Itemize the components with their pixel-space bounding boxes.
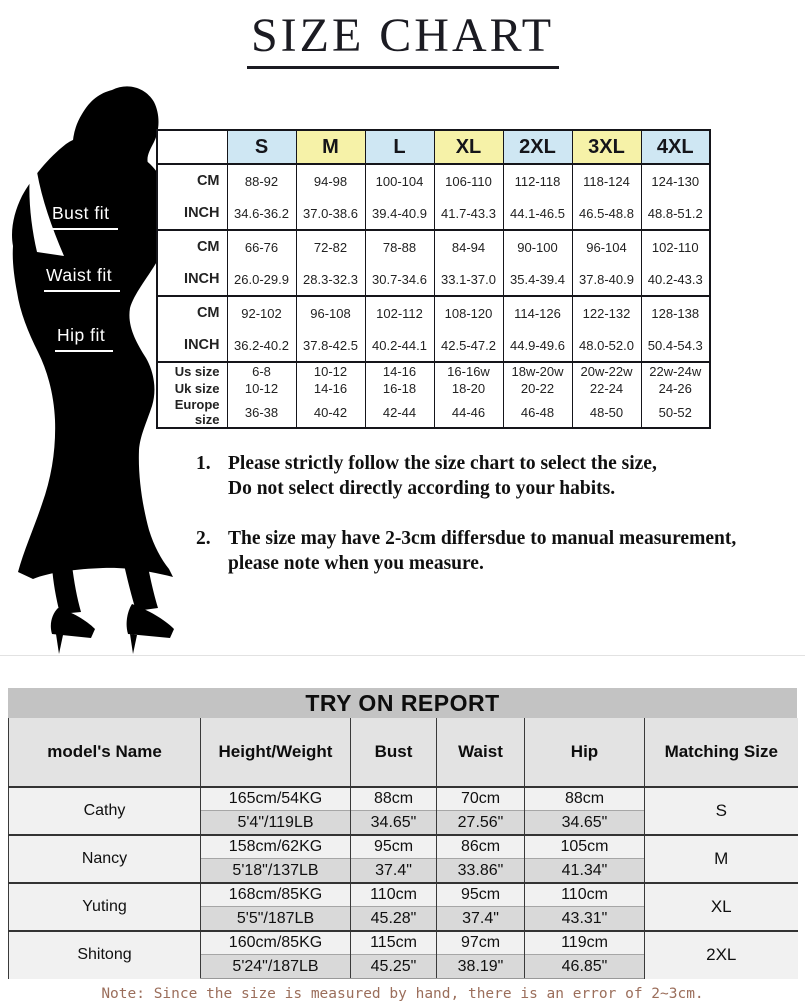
try-on-column-header: model's Name <box>9 718 201 787</box>
size-chart-row <box>157 164 710 197</box>
size-value-cell: 118-124 <box>572 164 641 197</box>
title-underline <box>247 66 559 69</box>
size-column-header: XL <box>434 130 503 164</box>
size-value-cell: 10-12 <box>227 380 296 397</box>
size-value-cell: 94-98 <box>296 164 365 197</box>
size-value-cell: 102-110 <box>641 230 710 263</box>
metric-value-cell: 88cm <box>525 787 645 811</box>
imperial-value-cell: 34.65" <box>525 811 645 836</box>
size-chart-table <box>156 129 711 429</box>
note-item <box>196 452 796 502</box>
size-value-cell: 96-108 <box>296 296 365 329</box>
size-value-cell: 20-22 <box>503 380 572 397</box>
size-value-cell: 46-48 <box>503 397 572 428</box>
size-chart-row <box>157 362 710 380</box>
imperial-value-cell: 43.31" <box>525 907 645 932</box>
size-value-cell: 102-112 <box>365 296 434 329</box>
model-name-cell: Yuting <box>9 883 201 931</box>
size-value-cell: 44-46 <box>434 397 503 428</box>
size-column-header: M <box>296 130 365 164</box>
imperial-value-cell: 5'4"/119LB <box>201 811 351 836</box>
imperial-value-cell: 38.19" <box>437 955 525 979</box>
row-label-cell: CM <box>157 164 227 197</box>
size-value-cell: 40.2-43.3 <box>641 263 710 296</box>
size-value-cell: 35.4-39.4 <box>503 263 572 296</box>
metric-value-cell: 97cm <box>437 931 525 955</box>
size-value-cell: 44.1-46.5 <box>503 197 572 230</box>
size-chart-row <box>157 230 710 263</box>
section-divider <box>0 655 805 656</box>
size-chart-corner-cell <box>157 130 227 164</box>
size-value-cell: 16-16w <box>434 362 503 380</box>
imperial-value-cell: 37.4" <box>437 907 525 932</box>
size-value-cell: 20w-22w <box>572 362 641 380</box>
try-on-column-header: Matching Size <box>645 718 798 787</box>
note-line: please note when you measure. <box>228 552 484 574</box>
size-column-header: S <box>227 130 296 164</box>
size-value-cell: 50.4-54.3 <box>641 329 710 362</box>
size-value-cell: 37.8-40.9 <box>572 263 641 296</box>
row-label-cell: INCH <box>157 263 227 296</box>
metric-value-cell: 119cm <box>525 931 645 955</box>
hip-fit-label: Hip fit <box>55 325 113 352</box>
size-value-cell: 30.7-34.6 <box>365 263 434 296</box>
page-title: SIZE CHART <box>250 9 555 62</box>
size-value-cell: 46.5-48.8 <box>572 197 641 230</box>
size-value-cell: 6-8 <box>227 362 296 380</box>
imperial-value-cell: 45.28" <box>351 907 437 932</box>
model-row-metric <box>9 931 798 955</box>
size-value-cell: 106-110 <box>434 164 503 197</box>
waist-fit-label: Waist fit <box>44 265 120 292</box>
size-chart-row <box>157 329 710 362</box>
size-value-cell: 42-44 <box>365 397 434 428</box>
size-value-cell: 37.0-38.6 <box>296 197 365 230</box>
size-value-cell: 36.2-40.2 <box>227 329 296 362</box>
note-number: 2. <box>196 527 211 549</box>
size-chart-row <box>157 380 710 397</box>
size-value-cell: 24-26 <box>641 380 710 397</box>
size-value-cell: 92-102 <box>227 296 296 329</box>
size-value-cell: 50-52 <box>641 397 710 428</box>
size-value-cell: 112-118 <box>503 164 572 197</box>
size-value-cell: 124-130 <box>641 164 710 197</box>
imperial-value-cell: 5'5"/187LB <box>201 907 351 932</box>
try-on-column-header: Waist <box>437 718 525 787</box>
size-value-cell: 42.5-47.2 <box>434 329 503 362</box>
size-value-cell: 78-88 <box>365 230 434 263</box>
size-value-cell: 108-120 <box>434 296 503 329</box>
size-value-cell: 72-82 <box>296 230 365 263</box>
note-number: 1. <box>196 453 211 474</box>
size-value-cell: 122-132 <box>572 296 641 329</box>
notes-list <box>196 452 796 602</box>
try-on-column-header: Bust <box>351 718 437 787</box>
imperial-value-cell: 46.85" <box>525 955 645 979</box>
size-value-cell: 128-138 <box>641 296 710 329</box>
note-line: Do not select directly according to your habits. <box>228 477 616 499</box>
metric-value-cell: 110cm <box>351 883 437 907</box>
metric-value-cell: 105cm <box>525 835 645 859</box>
note-line: The size may have 2-3cm differsdue to manual measurement, <box>228 527 737 549</box>
size-value-cell: 39.4-40.9 <box>365 197 434 230</box>
imperial-value-cell: 5'24"/187LB <box>201 955 351 979</box>
imperial-value-cell: 27.56" <box>437 811 525 836</box>
size-value-cell: 44.9-49.6 <box>503 329 572 362</box>
size-value-cell: 33.1-37.0 <box>434 263 503 296</box>
metric-value-cell: 115cm <box>351 931 437 955</box>
size-value-cell: 14-16 <box>365 362 434 380</box>
note-line: Please strictly follow the size chart to select the size, <box>228 453 657 474</box>
note-item <box>196 527 796 577</box>
size-value-cell: 48-50 <box>572 397 641 428</box>
metric-value-cell: 70cm <box>437 787 525 811</box>
matching-size-cell: M <box>645 835 798 883</box>
try-on-report-body <box>9 787 798 979</box>
size-column-header: L <box>365 130 434 164</box>
size-value-cell: 26.0-29.9 <box>227 263 296 296</box>
model-row-metric <box>9 835 798 859</box>
try-on-report-section <box>8 688 797 1002</box>
size-value-cell: 41.7-43.3 <box>434 197 503 230</box>
size-value-cell: 88-92 <box>227 164 296 197</box>
imperial-value-cell: 41.34" <box>525 859 645 884</box>
size-value-cell: 48.8-51.2 <box>641 197 710 230</box>
try-on-report-table <box>8 718 798 979</box>
title-block <box>0 10 805 69</box>
size-chart-row <box>157 296 710 329</box>
metric-value-cell: 95cm <box>437 883 525 907</box>
row-label-cell: INCH <box>157 329 227 362</box>
size-value-cell: 100-104 <box>365 164 434 197</box>
try-on-column-header: Height/Weight <box>201 718 351 787</box>
matching-size-cell: XL <box>645 883 798 931</box>
size-value-cell: 66-76 <box>227 230 296 263</box>
model-name-cell: Nancy <box>9 835 201 883</box>
size-chart-row <box>157 397 710 428</box>
metric-value-cell: 168cm/85KG <box>201 883 351 907</box>
row-label-cell: CM <box>157 230 227 263</box>
matching-size-cell: 2XL <box>645 931 798 979</box>
try-on-column-header: Hip <box>525 718 645 787</box>
size-chart-header <box>157 130 710 164</box>
metric-value-cell: 165cm/54KG <box>201 787 351 811</box>
try-on-report-title: TRY ON REPORT <box>8 688 797 718</box>
try-on-report-header <box>9 718 798 787</box>
model-name-cell: Cathy <box>9 787 201 835</box>
size-value-cell: 84-94 <box>434 230 503 263</box>
size-value-cell: 40.2-44.1 <box>365 329 434 362</box>
size-value-cell: 10-12 <box>296 362 365 380</box>
imperial-value-cell: 34.65" <box>351 811 437 836</box>
size-value-cell: 40-42 <box>296 397 365 428</box>
bust-fit-label: Bust fit <box>50 203 118 230</box>
measurement-error-note: Note: Since the size is measured by hand, there is an error of 2~3cm. <box>101 986 704 1002</box>
size-value-cell: 22-24 <box>572 380 641 397</box>
size-chart-header-row <box>157 130 710 164</box>
size-value-cell: 37.8-42.5 <box>296 329 365 362</box>
try-on-header-row <box>9 718 798 787</box>
row-label-cell: INCH <box>157 197 227 230</box>
size-column-header: 2XL <box>503 130 572 164</box>
size-value-cell: 28.3-32.3 <box>296 263 365 296</box>
size-value-cell: 48.0-52.0 <box>572 329 641 362</box>
size-value-cell: 18-20 <box>434 380 503 397</box>
size-value-cell: 36-38 <box>227 397 296 428</box>
row-label-cell: CM <box>157 296 227 329</box>
size-chart-row <box>157 263 710 296</box>
size-chart-body <box>157 164 710 428</box>
imperial-value-cell: 37.4" <box>351 859 437 884</box>
size-value-cell: 18w-20w <box>503 362 572 380</box>
size-value-cell: 90-100 <box>503 230 572 263</box>
imperial-value-cell: 5'18"/137LB <box>201 859 351 884</box>
row-label-cell: Europe size <box>157 397 227 428</box>
model-row-metric <box>9 787 798 811</box>
size-column-header: 3XL <box>572 130 641 164</box>
metric-value-cell: 158cm/62KG <box>201 835 351 859</box>
size-chart-row <box>157 197 710 230</box>
metric-value-cell: 86cm <box>437 835 525 859</box>
size-value-cell: 16-18 <box>365 380 434 397</box>
model-row-metric <box>9 883 798 907</box>
size-value-cell: 114-126 <box>503 296 572 329</box>
metric-value-cell: 88cm <box>351 787 437 811</box>
model-name-cell: Shitong <box>9 931 201 979</box>
note-text <box>228 452 657 502</box>
size-value-cell: 14-16 <box>296 380 365 397</box>
size-column-header: 4XL <box>641 130 710 164</box>
metric-value-cell: 95cm <box>351 835 437 859</box>
size-value-cell: 96-104 <box>572 230 641 263</box>
row-label-cell: Us size <box>157 362 227 380</box>
metric-value-cell: 160cm/85KG <box>201 931 351 955</box>
size-value-cell: 34.6-36.2 <box>227 197 296 230</box>
matching-size-cell: S <box>645 787 798 835</box>
imperial-value-cell: 45.25" <box>351 955 437 979</box>
size-value-cell: 22w-24w <box>641 362 710 380</box>
note-text <box>228 527 736 577</box>
imperial-value-cell: 33.86" <box>437 859 525 884</box>
metric-value-cell: 110cm <box>525 883 645 907</box>
row-label-cell: Uk size <box>157 380 227 397</box>
